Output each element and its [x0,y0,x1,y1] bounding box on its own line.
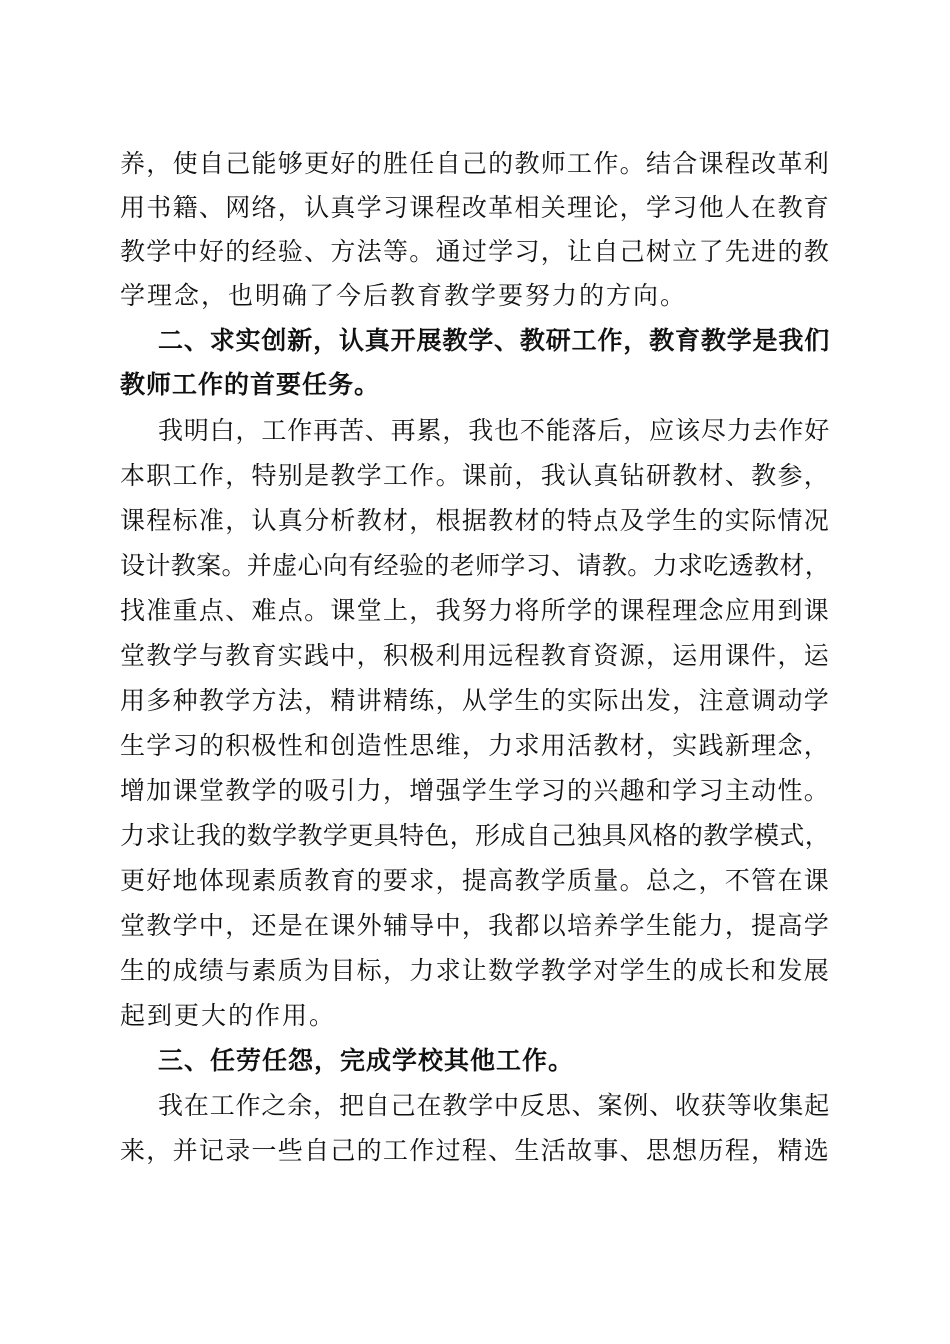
text-line: 用多种教学方法，精讲精练，从学生的实际出发，注意调动学 [120,686,830,715]
text-line: 本职工作，特别是教学工作。课前，我认真钻研教材、教参， [120,461,830,490]
text-line: 堂教学中，还是在课外辅导中，我都以培养学生能力，提高学 [120,911,830,940]
section-heading-3: 三、任劳任怨，完成学校其他工作。 [158,1046,575,1075]
text-line: 来，并记录一些自己的工作过程、生活故事、思想历程，精选 [120,1136,830,1165]
section-heading-2: 二、求实创新，认真开展教学、教研工作，教育教学是我们 [158,326,830,355]
text-line: 养，使自己能够更好的胜任自己的教师工作。结合课程改革利 [120,149,830,178]
text-line: 生学习的积极性和创造性思维，力求用活教材，实践新理念， [120,731,830,760]
text-line: 找准重点、难点。课堂上，我努力将所学的课程理念应用到课 [120,596,830,625]
text-line: 课程标准，认真分析教材，根据教材的特点及学生的实际情况 [120,506,830,535]
section-heading-2-cont: 教师工作的首要任务。 [120,370,381,399]
text-line: 用书籍、网络，认真学习课程改革相关理论，学习他人在教育 [120,193,830,222]
text-line: 增加课堂教学的吸引力，增强学生学习的兴趣和学习主动性。 [120,776,830,805]
text-line: 学理念，也明确了今后教育教学要努力的方向。 [120,281,688,310]
text-line: 教学中好的经验、方法等。通过学习，让自己树立了先进的教 [120,237,830,266]
text-line: 堂教学与教育实践中，积极利用远程教育资源，运用课件，运 [120,641,830,670]
text-line: 我在工作之余，把自己在教学中反思、案例、收获等收集起 [158,1091,830,1120]
text-line: 更好地体现素质教育的要求，提高教学质量。总之，不管在课 [120,866,830,895]
text-line: 起到更大的作用。 [120,1001,337,1030]
text-line: 力求让我的数学教学更具特色，形成自己独具风格的教学模式， [120,821,830,850]
text-line: 设计教案。并虚心向有经验的老师学习、请教。力求吃透教材， [120,551,830,580]
text-line: 我明白，工作再苦、再累，我也不能落后，应该尽力去作好 [158,416,830,445]
text-line: 生的成绩与素质为目标，力求让数学教学对学生的成长和发展 [120,956,830,985]
